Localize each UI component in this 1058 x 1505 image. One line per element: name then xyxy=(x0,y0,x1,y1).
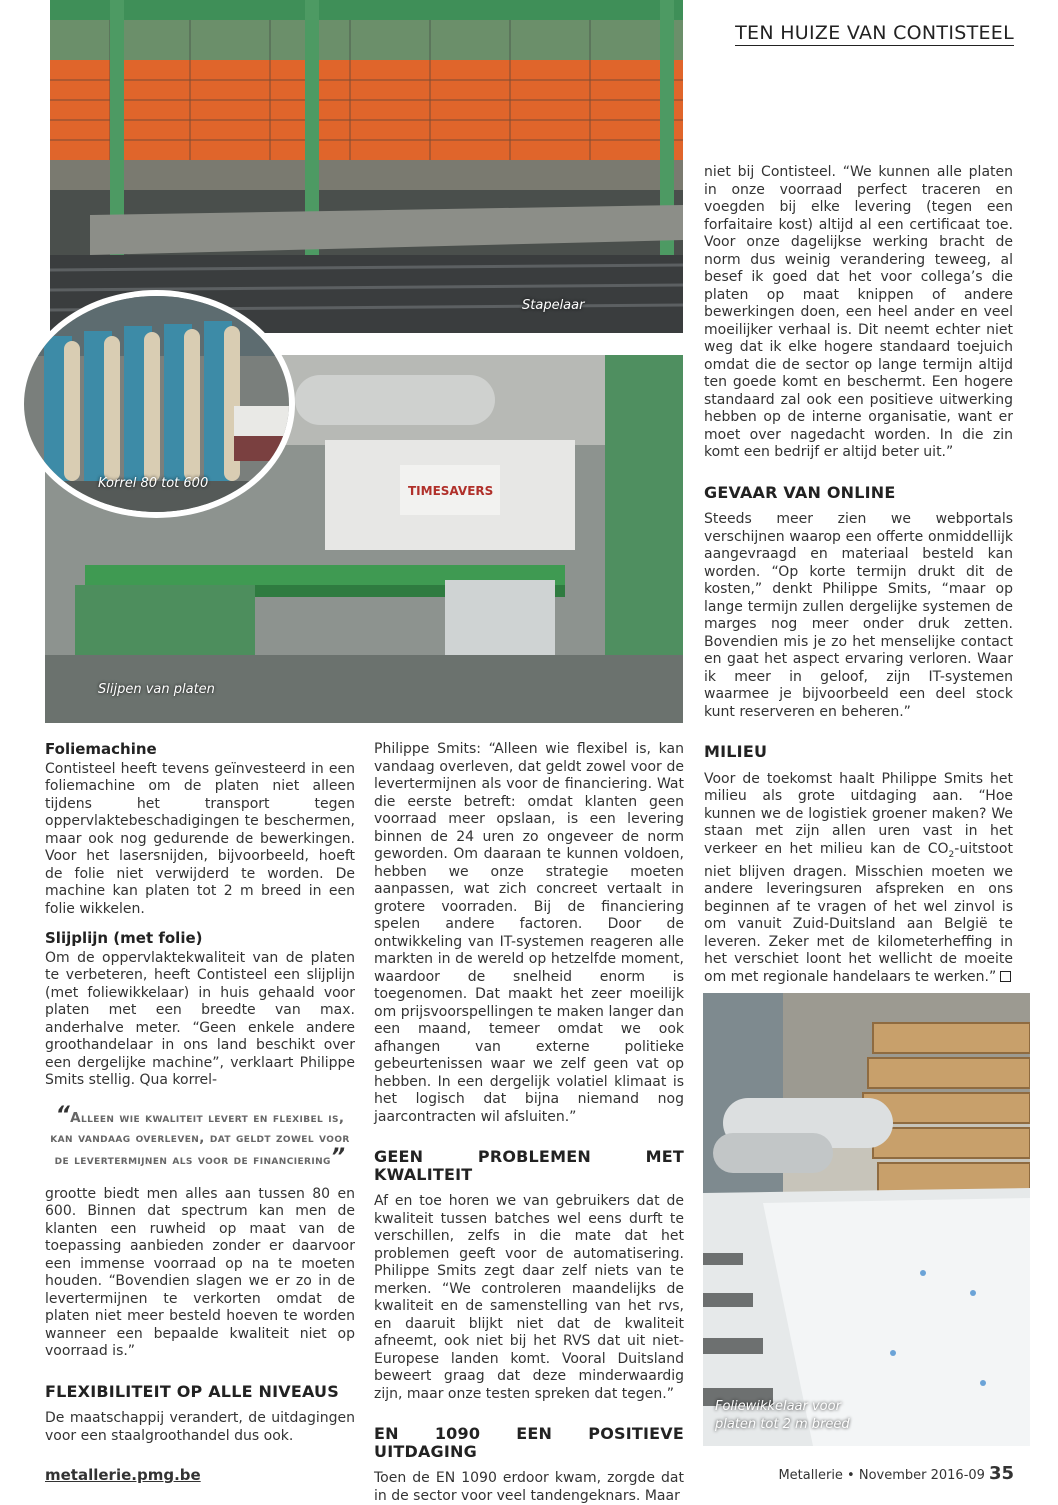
page-number: 35 xyxy=(988,1463,1014,1484)
heading-slijplijn: Slijplijn (met folie) xyxy=(45,929,203,947)
paragraph-flexibiliteit: De maatschappij verandert, de uitdagingen voor een staalgroothandel dus ook. xyxy=(45,1410,355,1444)
column-1 xyxy=(45,741,355,1445)
paragraph-online: Steeds meer zien we webportals verschijnen waarop een offerte onmiddellijk aangevraagd en materiaal besteld kan worden. “Op korte termijn drukt dit de kosten,” denkt Philippe Smits, “maar op lange termijn zullen dergelijke systemen de marges nog meer onder druk zetten. Bovendien mis je zo het menselijke contact en gaat het aspect ervaring verloren. Waar ik meer in geloof, zijn IT-systemen waarmee je bijvoorbeeld een deel stock kunt reserveren en beheren.” xyxy=(704,511,1013,720)
paragraph-korrelgrootte: grootte biedt men alles aan tussen 80 en 600. Binnen dat spectrum kan men de klanten een ruwheid op maat van de toepassing aanbieden zonder er daarvoor een immense voorraad op na te moeten houden. “Bovendien slagen we er zo in de levertermijnen te verkorten omdat de platen niet meer besteld hoeven te worden wanneer een bepaalde kwaliteit niet op voorraad is.” xyxy=(45,1185,355,1359)
end-of-article-icon xyxy=(1000,971,1011,982)
heading-milieu: MILIEU xyxy=(704,742,768,761)
paragraph-en1090: Toen de EN 1090 erdoor kwam, zorgde dat in de sector voor veel tandengeknars. Maar xyxy=(374,1470,684,1504)
column-3 xyxy=(704,164,1013,986)
paragraph-foliemachine: Contisteel heeft tevens geïnvesteerd in een foliemachine om de platen niet alleen tijdens het transport tegen oppervlaktebeschadigingen te beschermen, maar ook nog gedurende de bewerkingen. Voor het lasersnijden, bijvoorbeeld, hoeft de folie niet verwijderd te worden. De machine kan platen tot 2 m breed in een folie wikkelen. xyxy=(45,760,355,917)
caption-foliewikkelaar-line2: platen tot 2 m breed xyxy=(715,1417,850,1432)
quote-text: Alleen wie kwaliteit levert en flexibel is, kan vandaag overleven, dat geldt zowel voor de levertermijnen als voor de financiering xyxy=(50,1109,350,1168)
column-2 xyxy=(374,741,684,1505)
section-label: TEN HUIZE VAN CONTISTEEL xyxy=(735,22,1014,44)
quote-open-mark: “ xyxy=(55,1102,71,1128)
heading-foliemachine: Foliemachine xyxy=(45,740,157,758)
footer-issue-text: Metallerie • November 2016-09 xyxy=(778,1468,985,1483)
footer-website-link[interactable]: metallerie.pmg.be xyxy=(45,1466,201,1484)
caption-foliewikkelaar-line1: Foliewikkelaar voor xyxy=(715,1399,841,1414)
milieu-text-b: -uitstoot niet blijven dragen. Misschien moeten we andere leveringsuren afspreken en ons beginnen af te vragen of het wel zinvol is om vanuit Zuid-Duitsland aan België te leveren. Zeker met de kilometerheffing in het verschiet loont het wellicht de moeite om met regionale handelaars te werken.” xyxy=(704,840,1013,985)
heading-en1090: EN 1090 EEN POSITIEVE UITDAGING xyxy=(374,1424,684,1461)
caption-korrel: Korrel 80 tot 600 xyxy=(98,476,209,491)
footer-issue xyxy=(778,1463,1014,1484)
paragraph-smits: Philippe Smits: “Alleen wie flexibel is, kan vandaag overleven, dat geldt zowel voor de levertermijnen als voor de financiering. Wat die eerste betreft: omdat klanten geen voorraad meer opslaan, is een levering binnen de 24 uren zo ongeveer de norm geworden. Om daaraan te kunnen voldoen, hebben we onze strategie moeten aanpassen, wat zich concreet vertaalt in grotere voorraden. Bij de financiering spelen andere factoren. Door de ontwikkeling van IT-systemen reageren alle markten in de wereld op hetzelfde moment, waardoor de snelheid enorm is toegenomen. Dat maakt het zeer moeilijk om prijsvoorspellingen te maken langer dan een maand, temeer omdat we ook afhangen van externe politieke gebeurtenissen waar we zelf geen vat op hebben. In een dergelijk volatiel klimaat is het logisch dat bijna niemand nog jaarcontracten wil afsluiten.” xyxy=(374,741,684,1125)
heading-online: GEVAAR VAN ONLINE xyxy=(704,482,896,502)
paragraph-contisteel: niet bij Contisteel. “We kunnen alle platen in onze voorraad perfect traceren en voegden bij elke levering (tegen een forfaitaire kost) altijd al een certificaat toe. Voor onze dagelijkse werking bracht de norm dus weinig verandering teweeg, al besef ik goed dat het voor collega’s die platen op maat knippen of andere bewerkingen doen, een heel ander en veel moeilijker verhaal is. Dit neemt echter niet weg dat ik elke hogere standaard toejuich omdat die de sector op lange termijn altijd ten goede komt en beschermt. Een hogere standaard zal ook een positieve uitwerking hebben op de interne organisatie, want er moet over nagedacht worden. In die zin komt een bedrijf er altijd beter uit.” xyxy=(704,164,1013,460)
paragraph-slijplijn: Om de oppervlaktekwaliteit van de platen te verbeteren, heeft Contisteel een slijplijn (met foliewikkelaar) in huis gehaald voor platen met een breedte van max. anderhalve meter. “Geen enkele andere groothandelaar in ons land beschikt over een dergelijke machine”, verklaart Philippe Smits stellig. Qua korrel- xyxy=(45,949,355,1088)
caption-foliewikkelaar xyxy=(715,1398,850,1434)
heading-kwaliteit: GEEN PROBLEMEN MET KWALITEIT xyxy=(374,1147,684,1184)
milieu-text-a: Voor de toekomst haalt Philippe Smits het milieu als grote uitdaging aan. “Hoe kunnen we de logistiek groener maken? We staan met zijn allen uren vast in het verkeer en het milieu kan de CO xyxy=(704,770,1013,857)
heading-flexibiliteit: FLEXIBILITEIT OP ALLE NIVEAUS xyxy=(45,1381,339,1401)
photo-stapelaar xyxy=(50,0,683,333)
photo-foliewikkelaar xyxy=(703,993,1030,1446)
caption-stapelaar: Stapelaar xyxy=(522,298,585,313)
pull-quote xyxy=(49,1102,351,1170)
paragraph-kwaliteit: Af en toe horen we van gebruikers dat de kwaliteit tussen batches wel eens durft te verschillen, zelfs in die mate dat het problemen geeft voor de automatisering. Philippe Smits zegt daar zelf niets van te merken. “We controleren maandelijks de kwaliteit en de samenstelling van het rvs, en daaruit blijkt niet dat de kwaliteit afneemt, ook niet bij het RVS dat uit niet-Europese landen komt. Vooral Duitsland beweert graag dat deze minderwaardig zijn, maar onze testen spreken dat tegen.” xyxy=(374,1193,684,1402)
milieu-subscript: 2 xyxy=(948,849,955,860)
quote-close-mark: ” xyxy=(330,1144,346,1170)
caption-slijpen: Slijpen van platen xyxy=(98,682,215,697)
paragraph-milieu xyxy=(704,771,1013,987)
timesavers-logo: TIMESAVERS xyxy=(408,484,494,498)
